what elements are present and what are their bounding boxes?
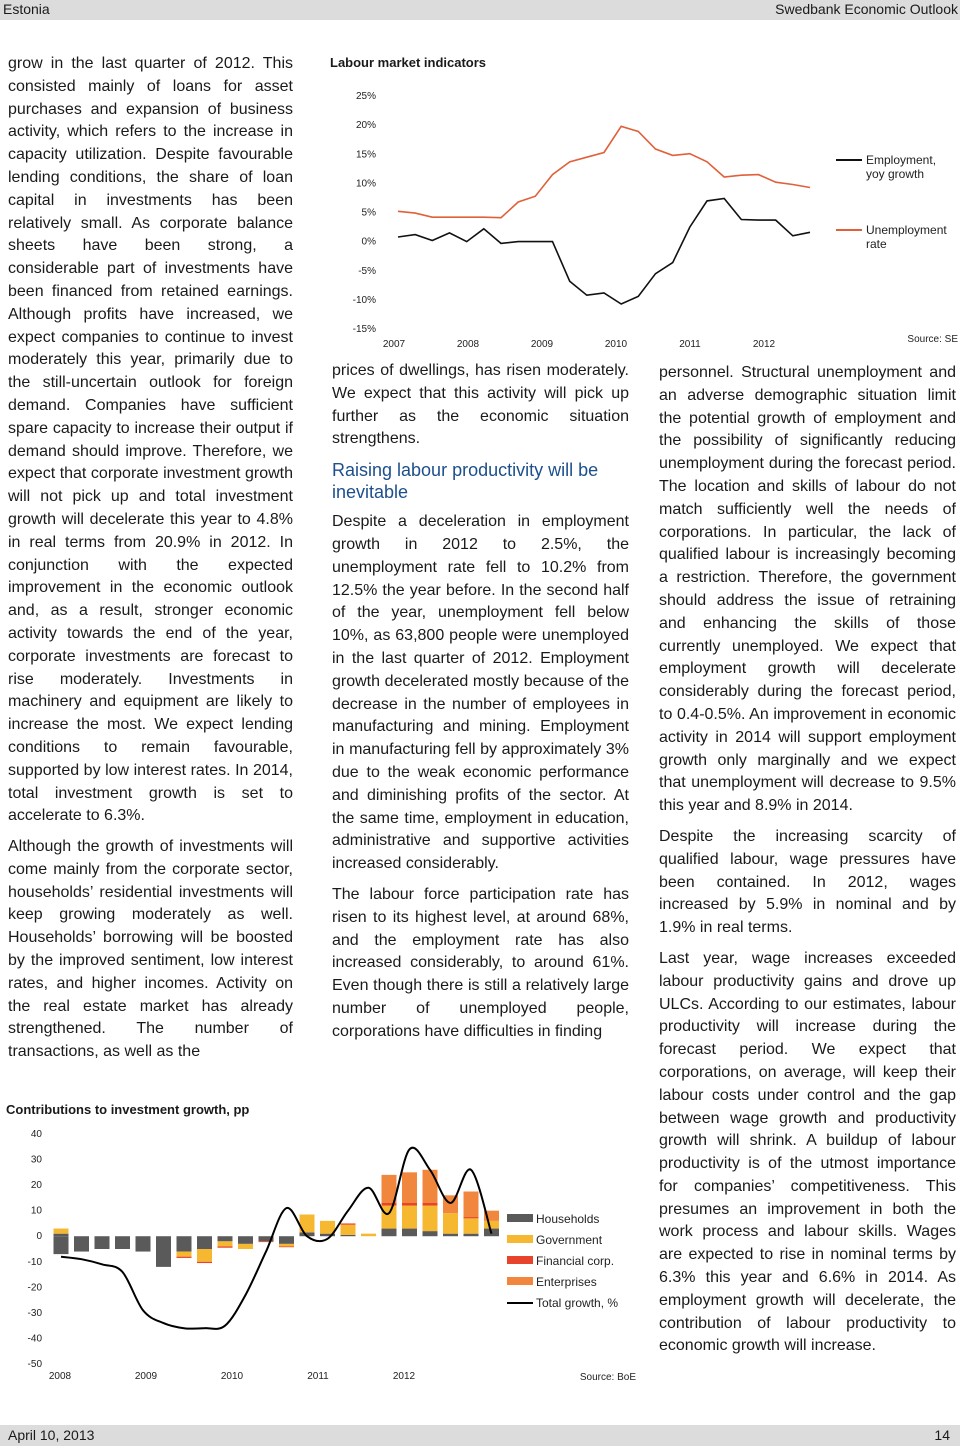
households-bar	[177, 1236, 192, 1251]
header-country: Estonia	[3, 1, 50, 17]
households-bar	[136, 1236, 151, 1251]
households-bar	[238, 1236, 253, 1244]
enterprises-bar	[423, 1170, 438, 1203]
y-tick-label: 30	[30, 1154, 42, 1166]
government-bar	[320, 1221, 335, 1234]
investment-chart-source: Source: BoE	[579, 1372, 636, 1383]
legend-total-growth: Total growth, %	[536, 1296, 619, 1310]
government-bar	[464, 1218, 479, 1233]
households-bar	[95, 1236, 110, 1249]
x-tick-label: 2007	[382, 339, 406, 350]
legend-financial-corp-swatch	[507, 1256, 533, 1264]
y-tick-label: 20	[30, 1180, 42, 1192]
x-tick-label: 2012	[392, 1371, 416, 1382]
households-bar	[218, 1236, 233, 1241]
y-tick-label: 25%	[355, 91, 376, 102]
page-number: 14	[934, 1427, 950, 1443]
x-tick-label: 2008	[48, 1371, 72, 1382]
investment-contribution-chart	[0, 1120, 650, 1390]
government-bar	[218, 1241, 233, 1246]
households-bar	[443, 1234, 458, 1237]
column-2	[332, 360, 629, 1052]
households-bar	[74, 1236, 89, 1251]
column-3	[659, 362, 956, 1366]
financial-corp-bar	[423, 1203, 438, 1206]
x-tick-label: 2010	[604, 339, 628, 350]
households-bar	[197, 1236, 212, 1249]
y-tick-label: 10%	[355, 178, 376, 190]
col1-paragraph-2: Although the growth of investments will come mainly from the corporate sector, households’ residential investments will keep growing moderately as well. Households’ borrowing will be boosted by the improved sentiment, low interest rates, and higher incomes. Activity on the real estate market has already strengthened. The number of transactions, as well as the	[8, 838, 293, 1061]
government-bar	[382, 1206, 397, 1229]
financial-corp-bar	[464, 1217, 479, 1218]
households-bar	[464, 1234, 479, 1237]
header-publication: Swedbank Economic Outlook	[775, 1, 958, 17]
page-footer	[0, 1425, 960, 1446]
employment-line	[398, 199, 810, 305]
y-tick-label: 10	[30, 1205, 42, 1217]
page-header	[0, 0, 960, 20]
y-tick-label: 20%	[355, 120, 376, 132]
government-bar	[361, 1234, 376, 1237]
labour-chart-title: Labour market indicators	[330, 55, 487, 70]
col2-paragraph-2: Despite a deceleration in employment growth in 2012 to 2.5%, the unemployment rate fell to 10.2% from 12.5% the year before. In the second half of the year, unemployment fell below 10%, as 63,800 people were unemployed in the last quarter of 2012. Employment growth decelerated mostly because of the decrease in the number of employees in manufacturing and mining. Employment in manufacturing fell by approximately 3% due to the weak economic performance and diminishing profits of the sector. At the same time, employment in education, administrative and supportive activities increased considerably.	[332, 513, 629, 873]
y-tick-label: -20	[27, 1282, 42, 1294]
col3-paragraph-1: personnel. Structural unemployment and an adverse demographic situation limit the potential growth of employment and the possibility of significantly reducing unemployment during the forecast period. The location and skills of labour do not match sufficiently well the needs of corporations. In particular, the lack of qualified labour is increasingly becoming a restriction. Therefore, the government should address the issue of retraining and enhancing the skills of those currently unemployed. We expect that employment growth will decelerate considerably during the forecast period, to 0.4-0.5%. An improvement in economic activity in 2014 will support employment growth only marginally and we expect that unemployment will decrease to 9.5% this year and 8.9% in 2014.	[659, 364, 956, 815]
x-tick-label: 2011	[679, 339, 701, 350]
x-tick-label: 2009	[530, 339, 554, 350]
x-tick-label: 2009	[134, 1371, 158, 1382]
government-bar	[279, 1244, 294, 1247]
footer-date: April 10, 2013	[8, 1427, 95, 1443]
households-bar	[341, 1235, 356, 1236]
labour-chart-source: Source: SE	[907, 334, 958, 345]
legend-households-swatch	[507, 1214, 533, 1222]
y-tick-label: -5%	[358, 265, 376, 277]
col3-paragraph-2: Despite the increasing scarcity of qualified labour, wage pressures have been contained. In 2012, wages increased by 5.9% in nominal and by 1.9% in real terms.	[659, 827, 956, 937]
x-tick-label: 2012	[752, 339, 776, 350]
government-bar	[443, 1213, 458, 1233]
government-bar	[341, 1225, 356, 1235]
households-bar	[382, 1229, 397, 1237]
unemployment-line	[398, 126, 810, 217]
households-bar	[423, 1231, 438, 1236]
government-bar	[177, 1252, 192, 1257]
column-1	[8, 53, 293, 1072]
y-tick-label: 5%	[361, 207, 376, 219]
financial-corp-bar	[218, 1246, 233, 1247]
col1-paragraph-1: grow in the last quarter of 2012. This consisted mainly of loans for asset purchases and expansion of business activity, which refers to the increase in capacity utilization. Despite favourable lending conditions, the share of loan capital in investments has been relatively small. As corporate balance sheets have been strong, a considerable part of investments have been financed from retained earnings. Although profits have increased, we expect companies to continue to invest moderately this year, primarily due to the still-uncertain outlook for foreign demand. Companies have sufficient spare capacity to increase their output if demand should improve. Therefore, we expect that corporate investment growth will not pick up and total investment growth will decelerate this year to 4.8% in real terms from 20.9% in 2012. In conjunction with the expected improvement in the economic outlook and, as a result, stronger economic activity towards the end of the year, corporate investments are forecast to rise moderately. Investments in machinery and equipment are likely to increase the most. We expect lending conditions to remain favourable, supported by low interest rates. In 2014, total investment growth is set to accelerate to 6.3%.	[8, 55, 293, 825]
y-tick-label: -10%	[352, 294, 376, 306]
government-bar	[54, 1229, 69, 1234]
col3-paragraph-3: Last year, wage increases exceeded labour productivity gains and drove up ULCs. According to our estimates, labour productivity will increase during the forecast period. We expect that corporations, on average, will keep their labour costs under control and the gap between wage growth and productivity growth will shrink. A buildup of labour productivity is of the utmost importance for companies’ competitiveness. This presumes an improvement in both the work process and labour skills. Wages are expected to rise in nominal terms by 6.3% this year and 6.6% in 2014. As employment growth will decelerate, the contribution of labour productivity to economic growth will increase.	[659, 949, 956, 1355]
government-bar	[423, 1206, 438, 1232]
households-bar	[156, 1236, 171, 1267]
financial-corp-bar	[279, 1246, 294, 1247]
col2-paragraph-3: The labour force participation rate has risen to its highest level, at around 68%, and the employment rate has also increased considerably, to around 61%. Even though there is still a relatively large number of unemployed people, corporations have difficulties in finding	[332, 885, 629, 1040]
financial-corp-bar	[177, 1257, 192, 1258]
financial-corp-bar	[341, 1223, 356, 1224]
households-bar	[54, 1234, 69, 1237]
legend-enterprises: Enterprises	[536, 1275, 597, 1289]
y-tick-label: -40	[27, 1333, 42, 1345]
x-tick-label: 2008	[456, 339, 480, 350]
y-tick-label: 0	[36, 1231, 42, 1243]
legend-government-swatch	[507, 1235, 533, 1243]
y-tick-label: 15%	[355, 149, 376, 161]
households-bar	[115, 1236, 130, 1249]
x-tick-label: 2011	[307, 1371, 329, 1382]
y-tick-label: 0%	[361, 236, 376, 248]
section-heading: Raising labour productivity will be inevitable	[332, 460, 599, 503]
government-bar	[402, 1206, 417, 1229]
government-bar	[484, 1221, 499, 1229]
y-tick-label: 40	[30, 1129, 42, 1140]
government-bar	[197, 1249, 212, 1262]
x-tick-label: 2010	[220, 1371, 244, 1382]
legend-employment: Employment, yoy growth	[866, 153, 937, 181]
y-tick-label: -50	[27, 1359, 42, 1370]
enterprises-bar	[464, 1192, 479, 1218]
legend-financial-corp: Financial corp.	[536, 1254, 615, 1268]
y-tick-label: -30	[27, 1307, 42, 1319]
households-bar	[402, 1229, 417, 1237]
col2-paragraph-1: prices of dwellings, has risen moderately. We expect that this activity will pick up further as the economic situation strengthens.	[332, 362, 629, 448]
financial-corp-bar	[402, 1203, 417, 1206]
y-tick-label: -15%	[352, 324, 376, 335]
legend-government: Government	[536, 1233, 603, 1247]
labour-market-chart	[330, 76, 960, 354]
legend-households: Households	[536, 1212, 600, 1226]
enterprises-bar	[402, 1172, 417, 1203]
government-bar	[238, 1244, 253, 1249]
legend-enterprises-swatch	[507, 1277, 533, 1285]
households-bar	[279, 1236, 294, 1244]
y-tick-label: -10	[27, 1256, 42, 1268]
financial-corp-bar	[197, 1262, 212, 1263]
legend-unemployment: Unemployment rate	[866, 223, 947, 251]
investment-chart-title: Contributions to investment growth, pp	[6, 1102, 250, 1117]
households-bar	[54, 1236, 69, 1254]
